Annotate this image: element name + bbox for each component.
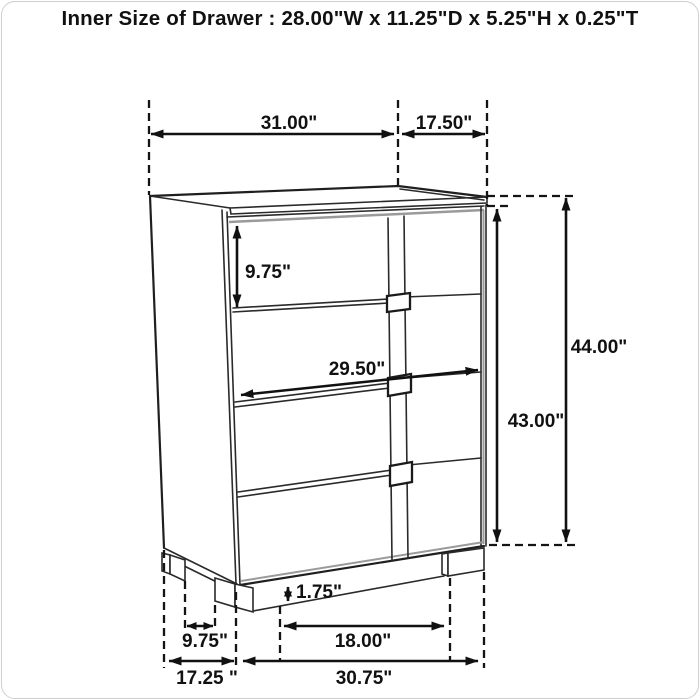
label-front-leg-gap: 18.00" [334,631,392,652]
front-right-leg [442,553,448,576]
diagram-title: Inner Size of Drawer : 28.00"W x 11.25"D x 5.25"H x 0.25"T [61,7,639,30]
drawer-pull-block [390,462,412,486]
back-left-leg [170,555,185,581]
chest-side-panel [150,196,240,585]
chest-top-slab [150,186,487,222]
label-top-drawer-height: 9.75" [245,262,291,283]
label-case-height: 43.00" [507,411,565,432]
label-drawer-front-width: 29.50" [328,359,386,380]
extension-lines [149,100,577,668]
front-right-leg [448,548,484,576]
drawer-pull-block [387,293,410,312]
label-top-depth: 17.50" [415,113,473,134]
label-side-leg-gap: 9.75" [182,631,228,652]
front-left-leg [235,584,253,612]
label-base-width: 30.75" [335,668,393,689]
label-base-rail-height: 1.75" [296,582,342,603]
front-left-leg [215,578,235,607]
label-overall-height: 44.00" [570,337,628,358]
dimension-lines [151,134,566,661]
label-base-depth: 17.25 " [176,668,238,689]
label-top-width: 31.00" [260,113,318,134]
